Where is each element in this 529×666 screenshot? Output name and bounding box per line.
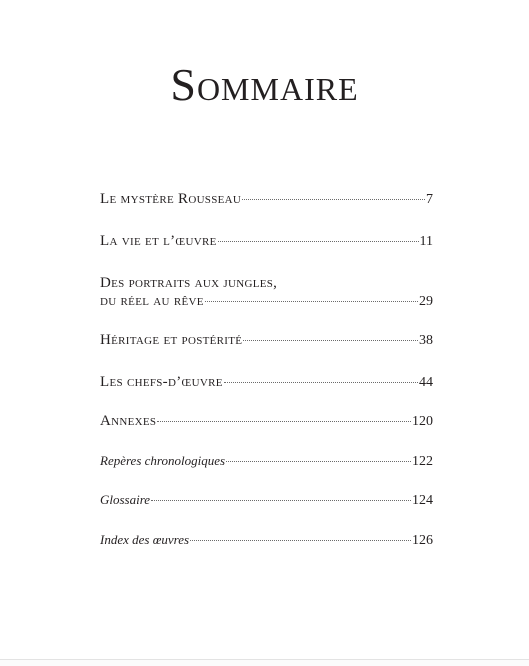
toc-entry-page: 11	[419, 234, 433, 249]
toc-entry-page: 124	[412, 493, 433, 508]
toc-entry-page: 120	[412, 414, 433, 429]
toc-entry-label-line1: Des portraits aux jungles,	[100, 275, 278, 291]
toc-entry-page: 38	[419, 333, 433, 348]
toc-entry-page: 122	[412, 454, 433, 469]
toc-entry[interactable]	[100, 190, 433, 209]
toc-entry[interactable]	[100, 274, 433, 311]
toc-entry[interactable]	[100, 331, 433, 350]
toc-entry[interactable]	[100, 232, 433, 251]
toc-entry-page: 44	[419, 375, 433, 390]
dot-leader	[157, 421, 411, 422]
toc-entry-label: Le mystère Rousseau	[100, 191, 242, 207]
dot-leader	[218, 241, 419, 242]
toc-entry-label: Repères chronologiques	[100, 453, 226, 468]
toc-entry-label: du réel au rêve	[100, 293, 204, 309]
dot-leader	[242, 199, 425, 200]
toc-entry-page: 126	[412, 533, 433, 548]
toc-entry-label: Les chefs-d’œuvre	[100, 374, 223, 390]
toc-entry[interactable]	[100, 491, 433, 510]
page-title: Sommaire	[170, 59, 359, 110]
toc-entry-page: 7	[426, 192, 433, 207]
toc-entry[interactable]	[100, 373, 433, 392]
dot-leader	[151, 500, 411, 501]
dot-leader	[190, 540, 411, 541]
toc-entry[interactable]	[100, 531, 433, 550]
toc-entry-label: Annexes	[100, 413, 157, 429]
toc-entry-page: 29	[419, 294, 433, 309]
dot-leader	[226, 461, 411, 462]
toc-entry[interactable]	[100, 452, 433, 471]
dot-leader	[224, 382, 418, 383]
page-edge	[0, 659, 529, 666]
toc-entry[interactable]	[100, 412, 433, 431]
toc-entry-label: La vie et l’œuvre	[100, 233, 217, 249]
toc-entry-label: Index des œuvres	[100, 532, 190, 547]
dot-leader	[205, 301, 418, 302]
dot-leader	[243, 340, 418, 341]
toc-entry-label: Glossaire	[100, 492, 151, 507]
toc-entry-label: Héritage et postérité	[100, 332, 243, 348]
